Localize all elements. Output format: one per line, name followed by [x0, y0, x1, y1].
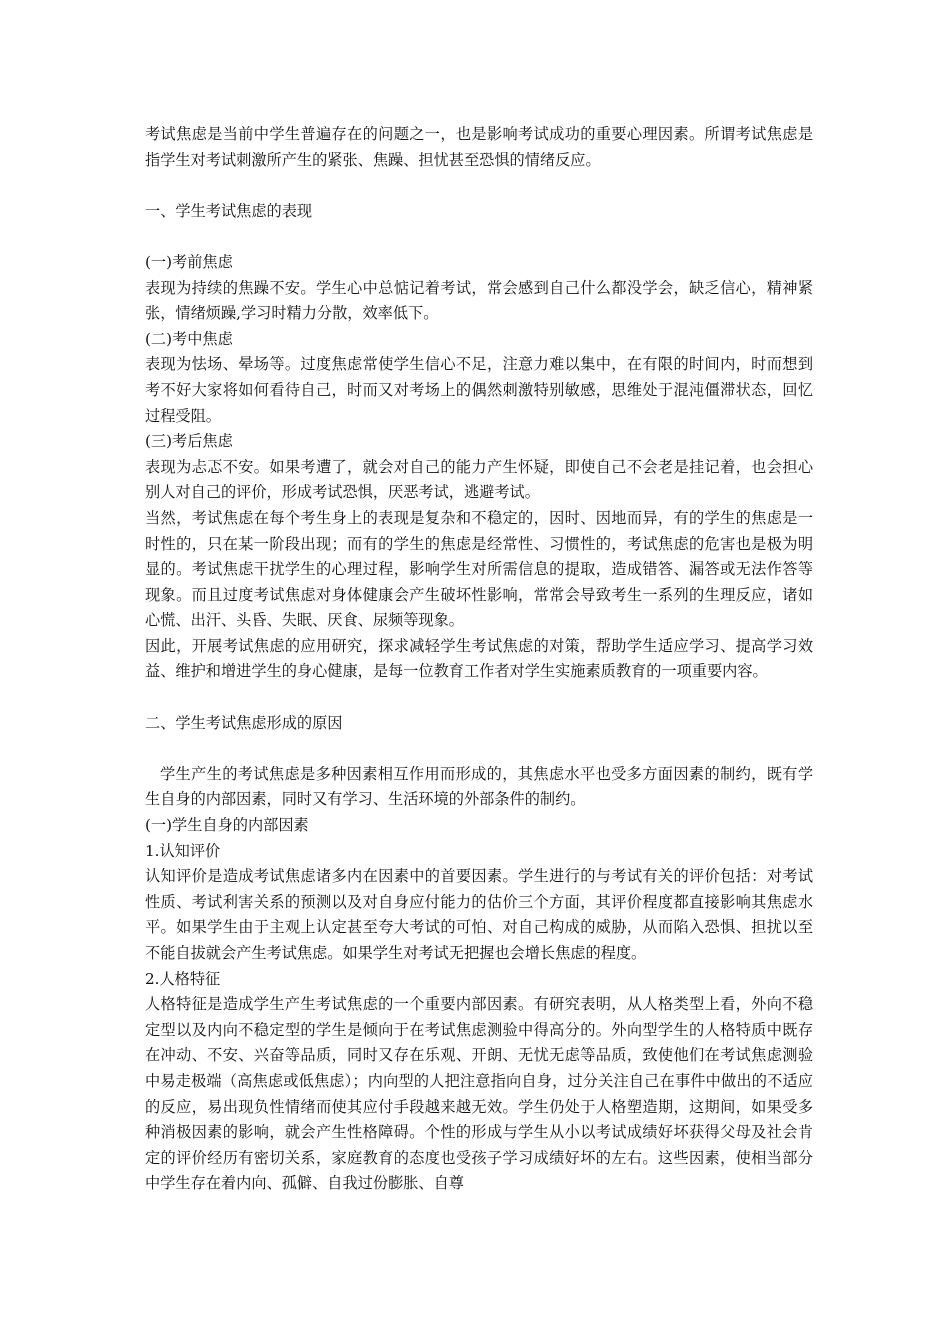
section1-heading: 一、学生考试焦虑的表现	[145, 201, 313, 220]
intro-paragraph: 考试焦虑是当前中学生普遍存在的问题之一，也是影响考试成功的重要心理因素。所谓考试焦虑是指学生对考试刺激所产生的紧张、焦躁、担忧甚至恐惧的情绪反应。	[145, 125, 813, 169]
document-page	[145, 122, 813, 1197]
internal-factors-heading: (一)学生自身的内部因素	[145, 816, 309, 835]
sub2-paragraph: 表现为怯场、晕场等。过度焦虑常使学生信心不足，注意力难以集中，在有限的时间内，时而想到考不好大家将如何看待自己，时而又对考场上的偶然刺激特别敏感，思维处于混沌僵滞状态，回忆过程受阻。	[145, 355, 813, 425]
sub1-paragraph: 表现为持续的焦躁不安。学生心中总惦记着考试，常会感到自己什么都没学会，缺乏信心，精神紧张，情绪烦躁,学习时精力分散，效率低下。	[145, 278, 813, 323]
section2-intro-paragraph: 学生产生的考试焦虑是多种因素相互作用而形成的，其焦虑水平也受多方面因素的制约，既有学生自身的内部因素，同时又有学习、生活环境的外部条件的制约。	[145, 764, 813, 809]
sub3-paragraph: 表现为忐忑不安。如果考遭了，就会对自己的能力产生怀疑，即使自己不会老是挂记着，也会担心别人对自己的评价，形成考试恐惧，厌恶考试，逃避考试。	[145, 457, 813, 502]
sub2-heading: (二)考中焦虑	[145, 329, 233, 348]
item1-paragraph: 认知评价是造成考试焦虑诸多内在因素中的首要因素。学生进行的与考试有关的评价包括：对考试性质、考试利害关系的预测以及对自身应付能力的估价三个方面，其评价程度都直接影响其焦虑水平。如果学生由于主观上认定甚至夸大考试的可怕、对自己构成的威胁，从而陷入恐惧、担扰以至不能自拔就会产生考试焦虑。如果学生对考试无把握也会增长焦虑的程度。	[145, 867, 813, 962]
item2-heading: 2.人格特征	[145, 969, 221, 988]
item1-heading: 1.认知评价	[145, 841, 221, 860]
item2-paragraph: 人格特征是造成学生产生考试焦虑的一个重要内部因素。有研究表明，从人格类型上看，外向不稳定型以及内向不稳定型的学生是倾向于在考试焦虑测验中得高分的。外向型学生的人格特质中既存在冲动、不安、兴奋等品质，同时又存在乐观、开朗、无忧无虑等品质，致使他们在考试焦虑测验中易走极端（高焦虑或低焦虑）；内向型的人把注意指向自身，过分关注自己在事件中做出的不适应的反应，易出现负性情绪而使其应付手段越来越无效。学生仍处于人格塑造期，这期间，如果受多种消极因素的影响，就会产生性格障碍。个性的形成与学生从小以考试成绩好坏获得父母及社会肯定的评价经历有密切关系，家庭教育的态度也受孩子学习成绩好坏的左右。这些因素，使相当部分中学生存在着内向、孤僻、自我过份膨胀、自尊	[145, 995, 813, 1193]
harm-paragraph: 当然，考试焦虑在每个考生身上的表现是复杂和不稳定的，因时、因地而异，有的学生的焦虑是一时性的，只在某一阶段出现；而有的学生的焦虑是经常性、习惯性的，考试焦虑的危害也是极为明显的。考试焦虑干扰学生的心理过程，影响学生对所需信息的提取，造成错答、漏答或无法作答等现象。而且过度考试焦虑对身体健康会产生破坏性影响，常常会导致考生一系列的生理反应，诸如心慌、出汗、头昏、失眠、厌食、尿频等现象。	[145, 508, 813, 630]
significance-paragraph: 因此，开展考试焦虑的应用研究，探求减轻学生考试焦虑的对策，帮助学生适应学习、提高学习效益、维护和增进学生的身心健康，是每一位教育工作者对学生实施素质教育的一项重要内容。	[145, 636, 813, 681]
sub3-heading: (三)考后焦虑	[145, 432, 233, 451]
section2-heading: 二、学生考试焦虑形成的原因	[145, 713, 343, 732]
sub1-heading: (一)考前焦虑	[145, 252, 233, 271]
